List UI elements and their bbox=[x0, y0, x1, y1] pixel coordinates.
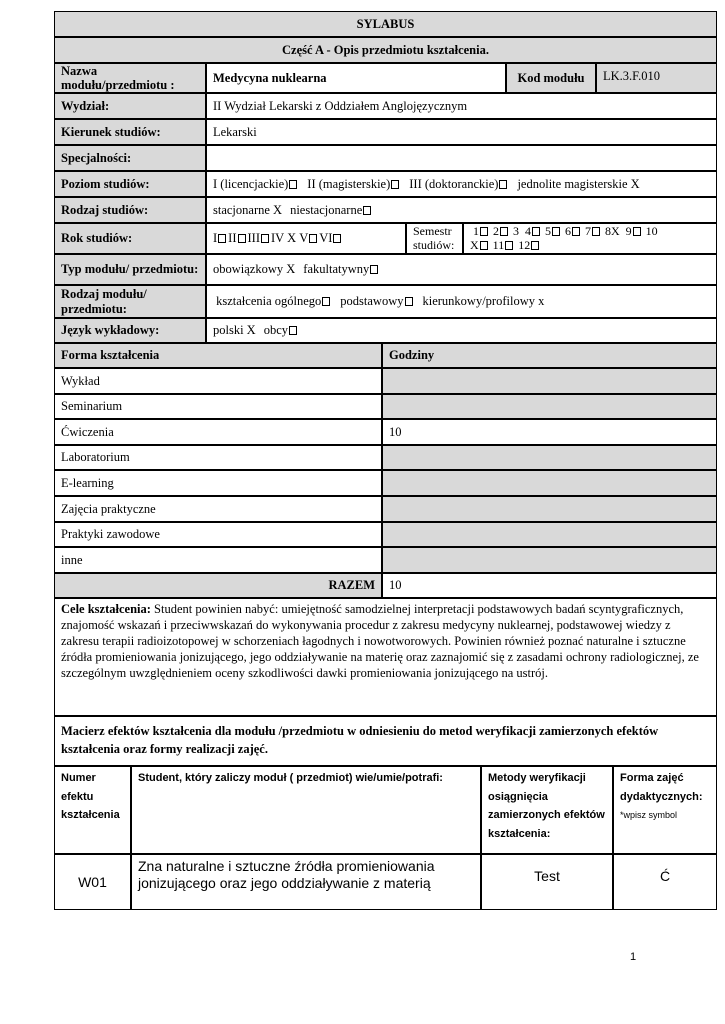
form-row-label: Praktyki zawodowe bbox=[54, 522, 382, 547]
total-value: 10 bbox=[382, 573, 717, 598]
checkbox-icon bbox=[322, 297, 330, 306]
form-row-hours bbox=[382, 368, 717, 394]
form-row-label: Ćwiczenia bbox=[54, 419, 382, 445]
matrix-col-methods: Metody weryfikacji osiągnięcia zamierzonych efektów kształcenia: bbox=[481, 766, 613, 854]
study-type-label: Rodzaj studiów: bbox=[54, 197, 206, 223]
form-row-label: Laboratorium bbox=[54, 445, 382, 470]
learning-goals: Cele kształcenia: Student powinien nabyć: umiejętność samodzielnej interpretacji podstawowych badań scyntygraficznych, znajomość wskazań i przeciwwskazań do wykonywania procedur z zakresu medycyny nuklearnej, podstawowej wiedzy z zakresu terapii radioizotopowej w schorzeniach łagodnych i nowotworowych. Powinien również poznać naturalne i sztuczne źródła promieniowania jonizującego, jego oddziaływanie na materię oraz zaznajomić się z zasadami ochrony radiologicznej, ze szczególnym uwzględnieniem oceny szkodliwości dawki promieniowania jonizującego na ustrój. bbox=[54, 598, 717, 716]
specialty-label: Specjalności: bbox=[54, 145, 206, 171]
form-row-hours bbox=[382, 496, 717, 522]
part-a-title: Część A - Opis przedmiotu kształcenia. bbox=[54, 37, 717, 63]
outcome-method: Test bbox=[481, 854, 613, 910]
study-type-options: stacjonarne X niestacjonarne bbox=[206, 197, 717, 223]
checkbox-icon bbox=[405, 297, 413, 306]
checkbox-icon bbox=[592, 227, 600, 236]
form-row-label: inne bbox=[54, 547, 382, 573]
matrix-col-form: Forma zajęć dydaktycznych: *wpisz symbol bbox=[613, 766, 717, 854]
semester-label: Semestr studiów: bbox=[406, 223, 463, 254]
outcome-description: Zna naturalne i sztuczne źródła promieniowania jonizującego oraz jego oddziaływanie z materią bbox=[131, 854, 481, 910]
module-code-label: Kod modułu bbox=[506, 63, 596, 93]
checkbox-icon bbox=[289, 326, 297, 335]
outcome-form: Ć bbox=[613, 854, 717, 910]
checkbox-icon bbox=[333, 234, 341, 243]
year-label: Rok studiów: bbox=[54, 223, 206, 254]
form-column-header: Forma kształcenia bbox=[54, 343, 382, 368]
faculty-label: Wydział: bbox=[54, 93, 206, 119]
checkbox-icon bbox=[531, 241, 539, 250]
checkbox-icon bbox=[499, 180, 507, 189]
level-label: Poziom studiów: bbox=[54, 171, 206, 197]
form-row-label: E-learning bbox=[54, 470, 382, 496]
checkbox-icon bbox=[552, 227, 560, 236]
outcome-number: W01 bbox=[54, 854, 131, 910]
direction-label: Kierunek studiów: bbox=[54, 119, 206, 145]
checkbox-icon bbox=[505, 241, 513, 250]
checkbox-icon bbox=[480, 227, 488, 236]
semester-options: 1 2 3 4 5 6 7 8X 9 10 X 11 12 bbox=[463, 223, 717, 254]
checkbox-icon bbox=[238, 234, 246, 243]
checkbox-icon bbox=[363, 206, 371, 215]
language-label: Język wykładowy: bbox=[54, 318, 206, 343]
checkbox-icon bbox=[500, 227, 508, 236]
form-row-hours bbox=[382, 522, 717, 547]
form-row-hours bbox=[382, 470, 717, 496]
form-row-hours bbox=[382, 394, 717, 419]
total-label: RAZEM bbox=[54, 573, 382, 598]
module-kind-label: Rodzaj modułu/ przedmiotu: bbox=[54, 285, 206, 318]
module-kind-options: kształcenia ogólnego podstawowy kierunkowy/profilowy x bbox=[206, 285, 717, 318]
matrix-title: Macierz efektów kształcenia dla modułu /przedmiotu w odniesieniu do metod weryfikacji zamierzonych efektów kształcenia oraz formy realizacji zajęć. bbox=[54, 716, 717, 766]
specialty-value bbox=[206, 145, 717, 171]
language-options: polski X obcy bbox=[206, 318, 717, 343]
module-name-label: Nazwa modułu/przedmiotu : bbox=[54, 63, 206, 93]
direction-value: Lekarski bbox=[206, 119, 717, 145]
module-code-value: LK.3.F.010 bbox=[596, 63, 717, 93]
page-number: 1 bbox=[630, 951, 637, 963]
form-row-hours bbox=[382, 445, 717, 470]
form-row-label: Zajęcia praktyczne bbox=[54, 496, 382, 522]
module-name-value: Medycyna nuklearna bbox=[206, 63, 506, 93]
form-row-hours: 10 bbox=[382, 419, 717, 445]
matrix-col-outcome: Student, który zaliczy moduł ( przedmiot) wie/umie/potrafi: bbox=[131, 766, 481, 854]
module-type-options: obowiązkowy X fakultatywny bbox=[206, 254, 717, 285]
form-row-hours bbox=[382, 547, 717, 573]
checkbox-icon bbox=[309, 234, 317, 243]
checkbox-icon bbox=[532, 227, 540, 236]
checkbox-icon bbox=[218, 234, 226, 243]
faculty-value: II Wydział Lekarski z Oddziałem Anglojęzycznym bbox=[206, 93, 717, 119]
level-options: I (licencjackie) II (magisterskie) III (doktoranckie) jednolite magisterskie X bbox=[206, 171, 717, 197]
form-row-label: Seminarium bbox=[54, 394, 382, 419]
checkbox-icon bbox=[633, 227, 641, 236]
checkbox-icon bbox=[391, 180, 399, 189]
matrix-col-number: Numer efektu kształcenia bbox=[54, 766, 131, 854]
syllabus-title: SYLABUS bbox=[54, 11, 717, 37]
module-type-label: Typ modułu/ przedmiotu: bbox=[54, 254, 206, 285]
hours-column-header: Godziny bbox=[382, 343, 717, 368]
checkbox-icon bbox=[370, 265, 378, 274]
checkbox-icon bbox=[480, 241, 488, 250]
year-options: I II III IV X V VI bbox=[206, 223, 406, 254]
checkbox-icon bbox=[572, 227, 580, 236]
form-row-label: Wykład bbox=[54, 368, 382, 394]
checkbox-icon bbox=[261, 234, 269, 243]
checkbox-icon bbox=[289, 180, 297, 189]
